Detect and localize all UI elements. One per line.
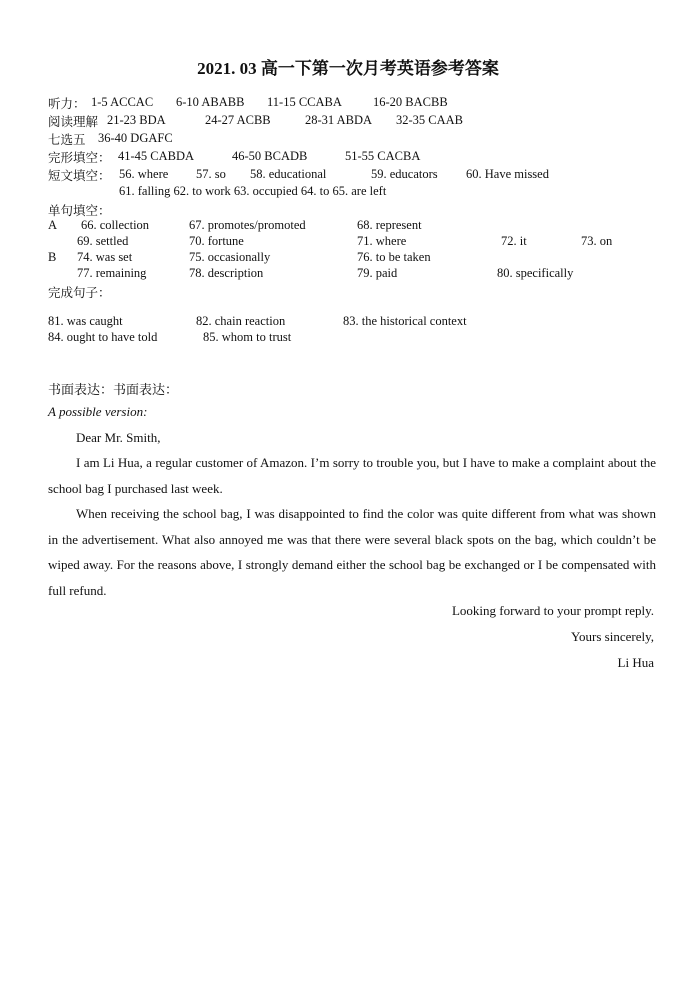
signature: Li Hua — [617, 655, 654, 670]
cloze-label: 完形填空： — [48, 150, 111, 165]
salutation: Dear Mr. Smith, — [76, 430, 161, 445]
answer-item: 67. promotes/promoted — [189, 218, 306, 232]
answer-item: 60. Have missed — [466, 167, 549, 181]
answer-item: 78. description — [189, 266, 264, 280]
answer-group: 46-50 BCADB — [232, 149, 308, 163]
answer-item: 83. the historical context — [343, 314, 467, 328]
section-a-label: A — [48, 218, 58, 232]
answer-item: 72. it — [501, 234, 527, 248]
answer-group: 51-55 CACBA — [345, 149, 421, 163]
essay-label: 书面表达：书面表达： — [48, 383, 179, 398]
answer-row: 61. falling 62. to work 63. occupied 64. to 65. are left — [119, 184, 387, 198]
listening-label: 听力： — [48, 96, 86, 111]
answer-group: 36-40 DGAFC — [98, 131, 173, 145]
answer-item: 66. collection — [81, 218, 150, 232]
answer-item: 76. to be taken — [357, 250, 431, 264]
answer-item: 69. settled — [77, 234, 129, 248]
answer-item: 71. where — [357, 234, 407, 248]
answer-item: 80. specifically — [497, 266, 574, 280]
section-b-label: B — [48, 250, 57, 264]
closing-line: Looking forward to your prompt reply. — [451, 603, 654, 618]
grammar-fill-label: 短文填空： — [48, 168, 111, 183]
complete-sentence-label: 完成句子： — [48, 285, 111, 300]
answer-item: 77. remaining — [77, 266, 147, 280]
answer-item: 58. educational — [250, 167, 327, 181]
page-title: 2021. 03 高一下第一次月考英语参考答案 — [197, 59, 499, 78]
closing-sign-off: Yours sincerely, — [570, 629, 654, 644]
version-label: A possible version: — [48, 404, 148, 419]
answer-item: 84. ought to have told — [48, 330, 158, 344]
answer-group: 21-23 BDA — [107, 113, 166, 127]
reading-label: 阅读理解 — [48, 114, 99, 129]
answer-item: 56. where — [119, 167, 169, 181]
answer-item: 85. whom to trust — [203, 330, 292, 344]
answer-group: 11-15 CCABA — [267, 95, 342, 109]
essay-paragraph-1: I am Li Hua, a regular customer of Amazon. I’m sorry to trouble you, but I have to make a complaint about the school bag I purchased last week. — [48, 455, 656, 496]
answer-item: 70. fortune — [189, 234, 244, 248]
answer-item: 59. educators — [371, 167, 438, 181]
answer-group: 24-27 ACBB — [205, 113, 271, 127]
answer-group: 32-35 CAAB — [396, 113, 464, 127]
answer-group: 28-31 ABDA — [305, 113, 373, 127]
answer-group: 16-20 BACBB — [373, 95, 448, 109]
answer-group: 1-5 ACCAC — [91, 95, 154, 109]
answer-item: 57. so — [196, 167, 226, 181]
essay-paragraph-2: When receiving the school bag, I was disappointed to find the color was quite different from what was shown in the advertisement. What also annoyed me was that there were several black spots on the bag, which couldn’t be wiped away. For the reasons above, I strongly demand either the school bag be exchanged or I be compensated with full refund. — [48, 506, 656, 598]
answer-item: 79. paid — [357, 266, 398, 280]
sentence-fill-label: 单句填空： — [48, 203, 111, 218]
answer-item: 75. occasionally — [189, 250, 271, 264]
answer-item: 68. represent — [357, 218, 422, 232]
seven-five-label: 七选五 — [48, 132, 86, 147]
answer-group: 41-45 CABDA — [118, 149, 195, 163]
answer-item: 74. was set — [77, 250, 133, 264]
answer-item: 73. on — [581, 234, 613, 248]
answer-item: 81. was caught — [48, 314, 123, 328]
answer-item: 82. chain reaction — [196, 314, 286, 328]
answer-group: 6-10 ABABB — [176, 95, 245, 109]
